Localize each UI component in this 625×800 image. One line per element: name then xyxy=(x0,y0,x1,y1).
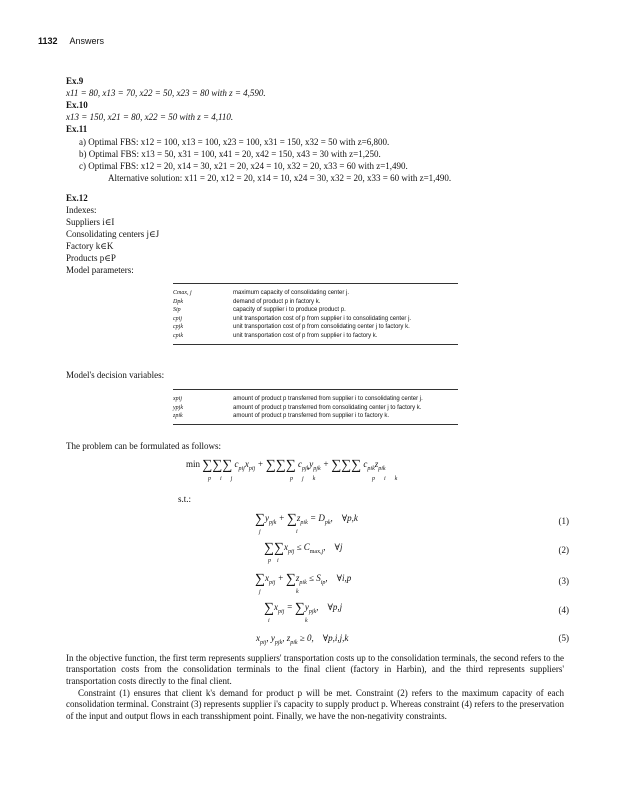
parameter-row xyxy=(173,306,458,315)
constraint-4: $\sum x_{pij} = \sum y_{pjk}$, ∀p,j xyxy=(264,601,343,616)
variable-description: amount of product p transferred from supplier i to factory k. xyxy=(233,413,390,420)
parameter-symbol: Dpk xyxy=(173,298,183,305)
parameter-symbol: cpjk xyxy=(173,324,183,331)
parameter-row xyxy=(173,298,458,307)
constraint-1: $\sum y_{pjk} + \sum z_{pik} = D_{pk}$, ∀p,k xyxy=(255,512,358,527)
formulation-intro: The problem can be formulated as follows: xyxy=(66,441,221,451)
parameter-row xyxy=(173,315,458,324)
constraint-5: $x_{pij}$, $y_{pjk}$, $z_{pik} \ge 0$, ∀p,i,j,k xyxy=(256,633,349,646)
ex11-alternative: Alternative solution: x11 = 20, x12 = 20, x14 = 10, x24 = 30, x32 = 20, x33 = 60 with z=1,490. xyxy=(108,173,452,183)
parameter-description: unit transportation cost of p from consolidating center j to factory k. xyxy=(233,324,410,331)
explanation-paragraph-2: Constraint (1) ensures that client k's demand for product p will be met. Constraint (2) refers to the maximum capacity of each consolidation terminal. Constraint (3) represents supplier i's capacity to supply product p. Whereas constraint (4) refers to the preservation of the input and output flows in each transshipment point. Finally, we have the non-negativity constraints. xyxy=(66,688,564,721)
parameter-description: unit transportation cost of p from supplier i to consolidating center j. xyxy=(233,315,412,322)
parameter-description: capacity of supplier i to produce product p. xyxy=(233,307,346,314)
subject-to-label: s.t.: xyxy=(178,494,192,504)
parameter-symbol: cpik xyxy=(173,332,183,339)
ex10-solution: x13 = 150, x21 = 80, x22 = 50 with z = 4,110. xyxy=(66,112,234,122)
decision-variables-label: Model's decision variables: xyxy=(66,370,165,380)
variable-row xyxy=(173,390,458,404)
variable-symbol: zpik xyxy=(173,413,183,420)
parameter-row xyxy=(173,332,458,344)
ex11-part-b: b) Optimal FBS: x13 = 50, x31 = 100, x41 = 20, x42 = 150, x43 = 30 with z=1,250. xyxy=(79,149,381,159)
variable-description: amount of product p transferred from supplier i to consolidating center j. xyxy=(233,396,423,402)
indexes-label: Indexes: xyxy=(66,205,97,215)
parameter-row xyxy=(173,323,458,332)
parameter-description: maximum capacity of consolidating center j. xyxy=(233,290,350,296)
consolidating-index: Consolidating centers j∈J xyxy=(66,229,160,239)
variables-table xyxy=(173,389,458,425)
ex12-title: Ex.12 xyxy=(66,193,88,203)
factory-index: Factory k∈K xyxy=(66,241,114,251)
section-title: Answers xyxy=(69,36,105,46)
ex11-title: Ex.11 xyxy=(66,124,88,134)
parameters-table xyxy=(173,283,458,345)
parameter-symbol: Cmax, j xyxy=(173,290,192,296)
suppliers-index: Suppliers i∈I xyxy=(66,217,115,227)
ex11-part-c: c) Optimal FBS: x12 = 20, x14 = 30, x21 = 20, x24 = 10, x32 = 20, x33 = 60 with z=1,490. xyxy=(79,161,408,171)
explanation-paragraph-1: In the objective function, the first term represents suppliers' transportation costs up to the consolidation terminals, the second refers to the transportation costs from the consolidation terminals to the final client (factory in Harbin), and the third represents suppliers' transportation costs directly to the final client. xyxy=(66,653,564,686)
parameter-description: unit transportation cost of p from supplier i to factory k. xyxy=(233,332,378,339)
ex10-title: Ex.10 xyxy=(66,100,88,110)
variable-symbol: xpij xyxy=(173,396,182,402)
parameter-row xyxy=(173,284,458,298)
constraint-2: $\sum\sum x_{pij} \le C_{max,j}$, ∀j xyxy=(264,541,343,556)
constraint-3-number: (3) xyxy=(558,576,569,586)
constraint-5-number: (5) xyxy=(558,633,569,643)
variable-symbol: ypjk xyxy=(173,404,183,411)
products-index: Products p∈P xyxy=(66,253,116,263)
parameter-symbol: cpij xyxy=(173,315,182,322)
objective-function: min ∑∑∑ $c_{pij}x_{pij}$ + ∑∑∑ $c_{pjk}y_{pjk}$ + ∑∑∑ $c_{pik}z_{pik}$ xyxy=(186,458,386,473)
ex9-solution: x11 = 80, x13 = 70, x22 = 50, x23 = 80 with z = 4,590. xyxy=(66,88,266,98)
variable-row xyxy=(173,412,458,424)
constraint-2-number: (2) xyxy=(558,545,569,555)
parameter-description: demand of product p in factory k. xyxy=(233,298,321,305)
variable-row xyxy=(173,404,458,413)
ex11-part-a: a) Optimal FBS: x12 = 100, x13 = 100, x23 = 100, x31 = 150, x32 = 50 with z=6,800. xyxy=(79,137,390,147)
page-header xyxy=(38,36,104,46)
page-number: 1132 xyxy=(38,36,58,46)
constraint-3: $\sum x_{pij} + \sum z_{pik} \le S_{ip}$, ∀i,p xyxy=(255,572,352,587)
model-parameters-label: Model parameters: xyxy=(66,265,134,275)
parameter-symbol: Sip xyxy=(173,307,181,314)
constraint-1-number: (1) xyxy=(558,516,569,526)
constraint-4-number: (4) xyxy=(558,605,569,615)
variable-description: amount of product p transferred from consolidating center j to factory k. xyxy=(233,404,422,411)
ex9-title: Ex.9 xyxy=(66,76,84,86)
